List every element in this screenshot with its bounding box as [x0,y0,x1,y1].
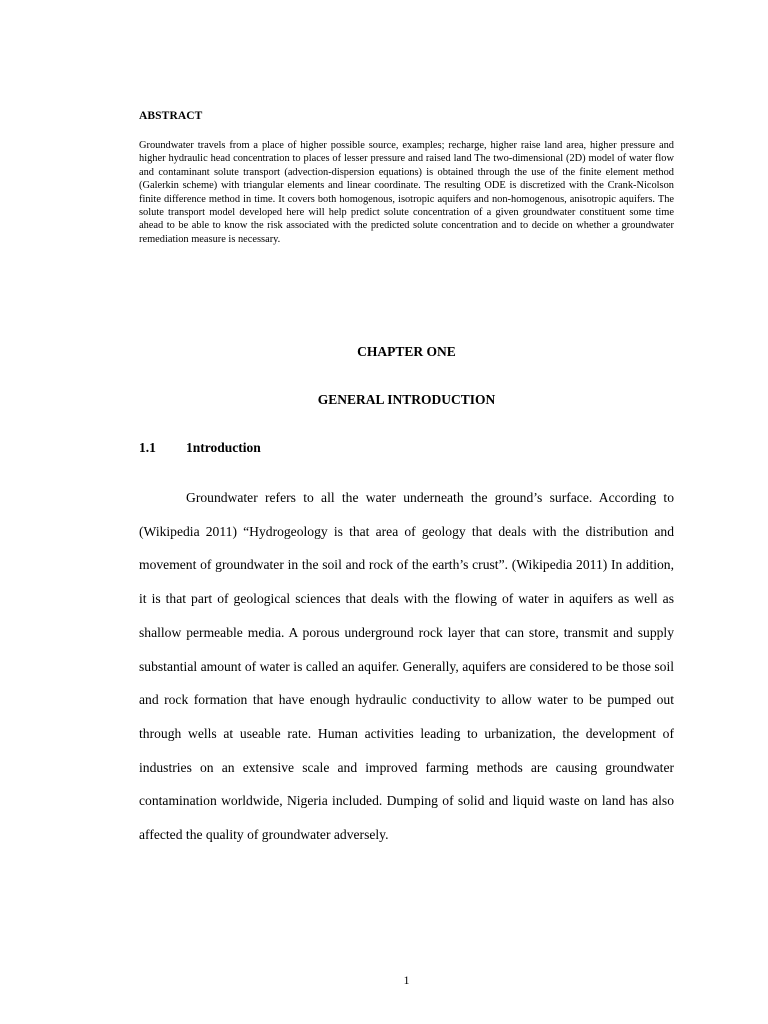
section-number: 1.1 [139,440,156,455]
page-number: 1 [403,973,410,987]
section-title: 1ntroduction [186,440,261,455]
chapter-title: CHAPTER ONE [357,344,456,359]
section-heading [139,440,261,456]
chapter-subtitle: GENERAL INTRODUCTION [317,392,496,407]
abstract-paragraph: Groundwater travels from a place of higher possible source, examples; recharge, higher raise land area, higher pressure and higher hydraulic head concentration to places of lesser pressure and raised land The two-dimensional (2D) model of water flow and contaminant solute transport (advection-dispersion equations) is obtained through the use of the finite element method (Galerkin scheme) with triangular elements and linear coordinate. The resulting ODE is discretized with the Crank-Nicolson finite difference method in time. It covers both homogenous, isotropic aquifers and non-homogenous, anisotropic aquifers. The solute transport model developed here will help predict solute concentration of a given groundwater constituent some time ahead to be able to know the risk associated with the predicted solute concentration and to decide on whether a groundwater remediation measure is necessary. [139,140,674,245]
introduction-paragraph: Groundwater refers to all the water underneath the ground’s surface. According to (Wikipedia 2011) “Hydrogeology is that area of geology that deals with the distribution and movement of groundwater in the soil and rock of the earth’s crust”. (Wikipedia 2011) In addition, it is that part of geological sciences that deals with the flowing of water in aquifers as well as shallow permeable media. A porous underground rock layer that can store, transmit and supply substantial amount of water is called an aquifer. Generally, aquifers are considered to be those soil and rock formation that have enough hydraulic conductivity to allow water to be pumped out through wells at useable rate. Human activities leading to urbanization, the development of industries on an extensive scale and improved farming methods are causing groundwater contamination worldwide, Nigeria included. Dumping of solid and liquid waste on land has also affected the quality of groundwater adversely. [139,490,674,843]
abstract-heading: ABSTRACT [139,110,203,122]
